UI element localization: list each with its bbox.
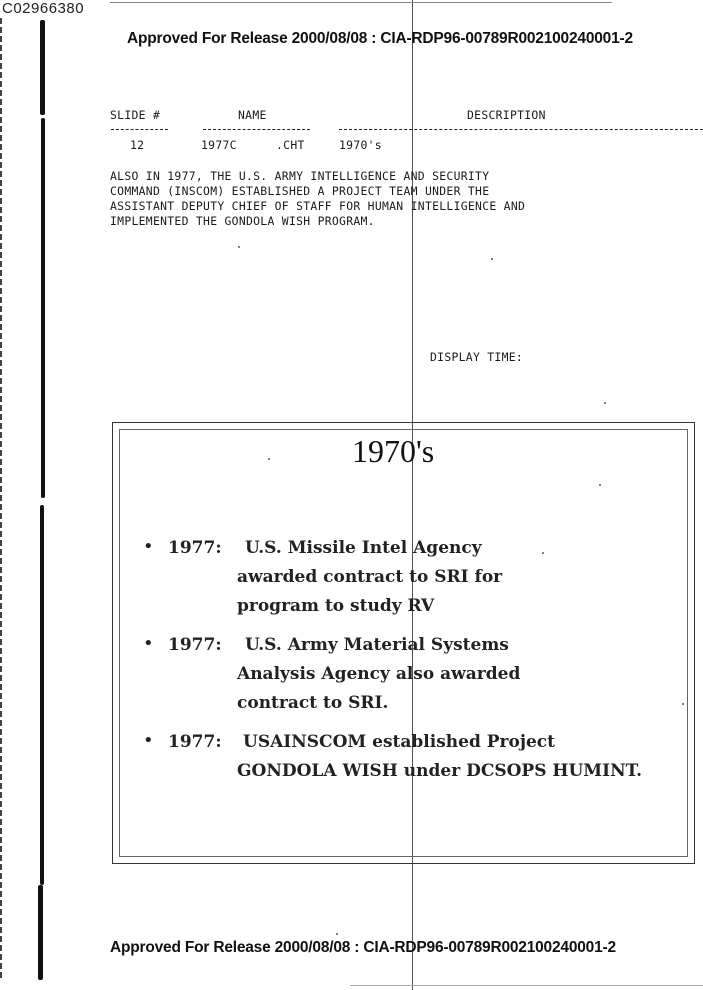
row-description: 1970's — [339, 138, 382, 152]
document-id: C02966380 — [2, 0, 85, 17]
bullet-dot: • — [143, 633, 154, 654]
binding-spine-bottom — [38, 885, 43, 980]
bullet-year: 1977: — [168, 538, 222, 558]
slide-title: 1970's — [352, 433, 435, 469]
bullet-line: contract to SRI. — [237, 693, 389, 713]
scan-speck — [268, 458, 270, 460]
header-slide-number: SLIDE # — [110, 108, 161, 122]
scan-speck — [491, 258, 493, 260]
narrative-line: ASSISTANT DEPUTY CHIEF OF STAFF FOR HUMAN INTELLIGENCE AND — [110, 199, 526, 213]
bullet-dot: • — [143, 730, 154, 751]
binding-spine-mid — [41, 118, 45, 498]
scan-speck — [336, 933, 338, 935]
bullet-year: 1977: — [168, 732, 222, 752]
rule-description — [339, 129, 703, 130]
bullet-line: program to study RV — [237, 596, 435, 616]
binding-spine-top — [40, 20, 45, 115]
bullet-line: GONDOLA WISH under DCSOPS HUMINT. — [237, 761, 642, 781]
bullet-line: awarded contract to SRI for — [237, 567, 503, 587]
binding-spine-lower — [40, 505, 44, 885]
rule-name — [203, 129, 310, 130]
header-name: NAME — [238, 108, 267, 122]
display-time-label: DISPLAY TIME: — [430, 350, 524, 364]
scan-speck — [599, 484, 601, 486]
narrative-line: ALSO IN 1977, THE U.S. ARMY INTELLIGENCE AND SECURITY — [110, 169, 490, 183]
bullet-line: U.S. Army Material Systems — [245, 635, 509, 655]
row-extension: .CHT — [276, 138, 305, 152]
row-slide-number: 12 — [130, 138, 145, 152]
scan-speck — [604, 402, 606, 404]
scan-speck — [238, 246, 240, 248]
bullet-line: Analysis Agency also awarded — [237, 664, 521, 684]
top-rule — [110, 2, 612, 3]
scan-speck — [682, 703, 684, 705]
row-name: 1977C — [201, 138, 237, 152]
rule-slide — [111, 129, 168, 130]
narrative-line: IMPLEMENTED THE GONDOLA WISH PROGRAM. — [110, 214, 375, 228]
bullet-dot: • — [143, 536, 154, 557]
release-footer: Approved For Release 2000/08/08 : CIA-RDP96-00789R002100240001-2 — [110, 939, 616, 956]
scan-speck — [542, 552, 544, 554]
binding-edge — [0, 18, 2, 978]
bullet-line: U.S. Missile Intel Agency — [245, 538, 482, 558]
bottom-rule — [350, 985, 703, 986]
bullet-year: 1977: — [168, 635, 222, 655]
narrative-line: COMMAND (INSCOM) ESTABLISHED A PROJECT TEAM UNDER THE — [110, 184, 490, 198]
bullet-line: USAINSCOM established Project — [243, 732, 555, 752]
header-description: DESCRIPTION — [467, 108, 546, 122]
release-header: Approved For Release 2000/08/08 : CIA-RDP96-00789R002100240001-2 — [127, 30, 633, 47]
